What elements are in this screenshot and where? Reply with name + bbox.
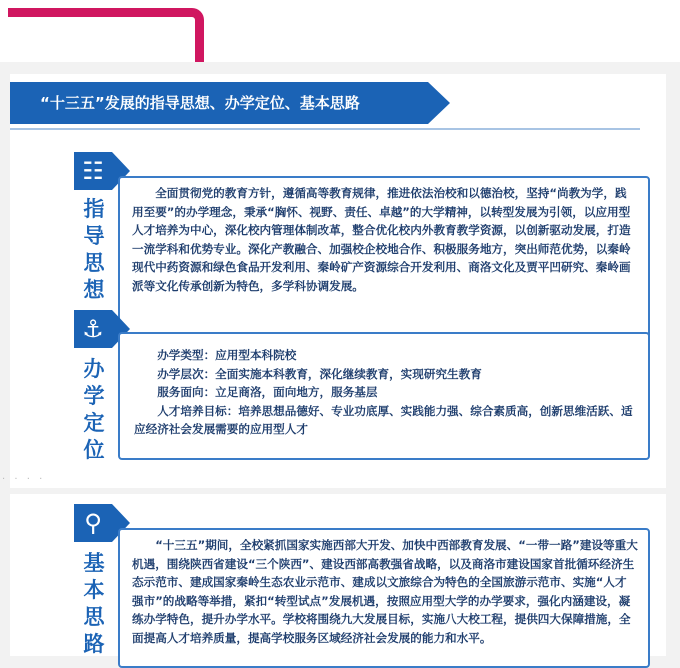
positioning-line-type: 办学类型：应用型本科院校: [157, 348, 297, 362]
section-label-positioning: 办学定位: [83, 357, 105, 462]
positioning-line-level: 办学层次：全面实施本科教育，深化继续教育，实现研究生教育: [157, 366, 482, 381]
positioning-text-box: [118, 332, 650, 460]
decorative-dots: · · · ·: [2, 474, 46, 485]
approach-text-box: [118, 528, 650, 668]
banner-divider: [10, 128, 640, 130]
document-page: [10, 74, 666, 488]
top-strip: [0, 0, 680, 62]
red-frame-corner: [8, 8, 204, 62]
map-pin-icon: ⚲: [74, 504, 112, 542]
banner-arrow-tip: [428, 82, 450, 124]
guiding-paragraph: 全面贯彻党的教育方针，遵循高等教育规律，推进依法治校和以德治校，坚持“尚教为学，践用至要”的办学理念，秉承“胸怀、视野、责任、卓越”的大学精神，以转型发展为引领，以应用型人才培养为中心，深化校内管理体制改革，整合优化校内外教育教学资源，以创新驱动发展，打造一流学科和优势专业。深化产教融合、加强校企校地合作、积极服务地方，突出师范优势，以秦岭现代中药资源和绿色食品开发利用、秦岭矿产资源综合开发利用、商洛文化及贾平凹研究、秦岭画派等文化传承创新为特色，多学科协调发展。: [132, 186, 631, 293]
anchor-icon: ⚓: [74, 310, 112, 348]
positioning-line-goal: 人才培养目标：培养思想品德好、专业功底厚、实践能力强、综合素质高，创新思维活跃、适应经济社会发展需要的应用型人才: [134, 403, 633, 436]
approach-paragraph: “十三五”期间，全校紧抓国家实施西部大开发、加快中西部教育发展、“一带一路”建设等重大机遇，围绕陕西省建设“三个陕西”、建设西部高教强省战略，以及商洛市建设国家首批循环经济生态示范市、建成国家秦岭生态农业示范市、建成以文旅综合为特色的全国旅游示范市、实施“人才强市”的战略等举措，紧扣“转型试点”发展机遇，按照应用型大学的办学要求，强化内涵建设，凝练办学特色，提升办学水平。学校将围绕九大发展目标，实施八大校工程，提供四大保障措施，全面提高人才培养质量，提高学校服务区域经济社会发展的能力和水平。: [132, 538, 638, 645]
section-label-guiding: 指导思想: [83, 197, 105, 302]
section-label-approach: 基本思路: [83, 551, 105, 656]
clipboard-icon: ☷: [74, 152, 112, 190]
positioning-line-service: 服务面向：立足商洛，面向地方，服务基层: [157, 385, 378, 399]
page-title-banner: “十三五”发展的指导思想、办学定位、基本思路: [10, 82, 428, 124]
document-page-2: [10, 494, 666, 656]
